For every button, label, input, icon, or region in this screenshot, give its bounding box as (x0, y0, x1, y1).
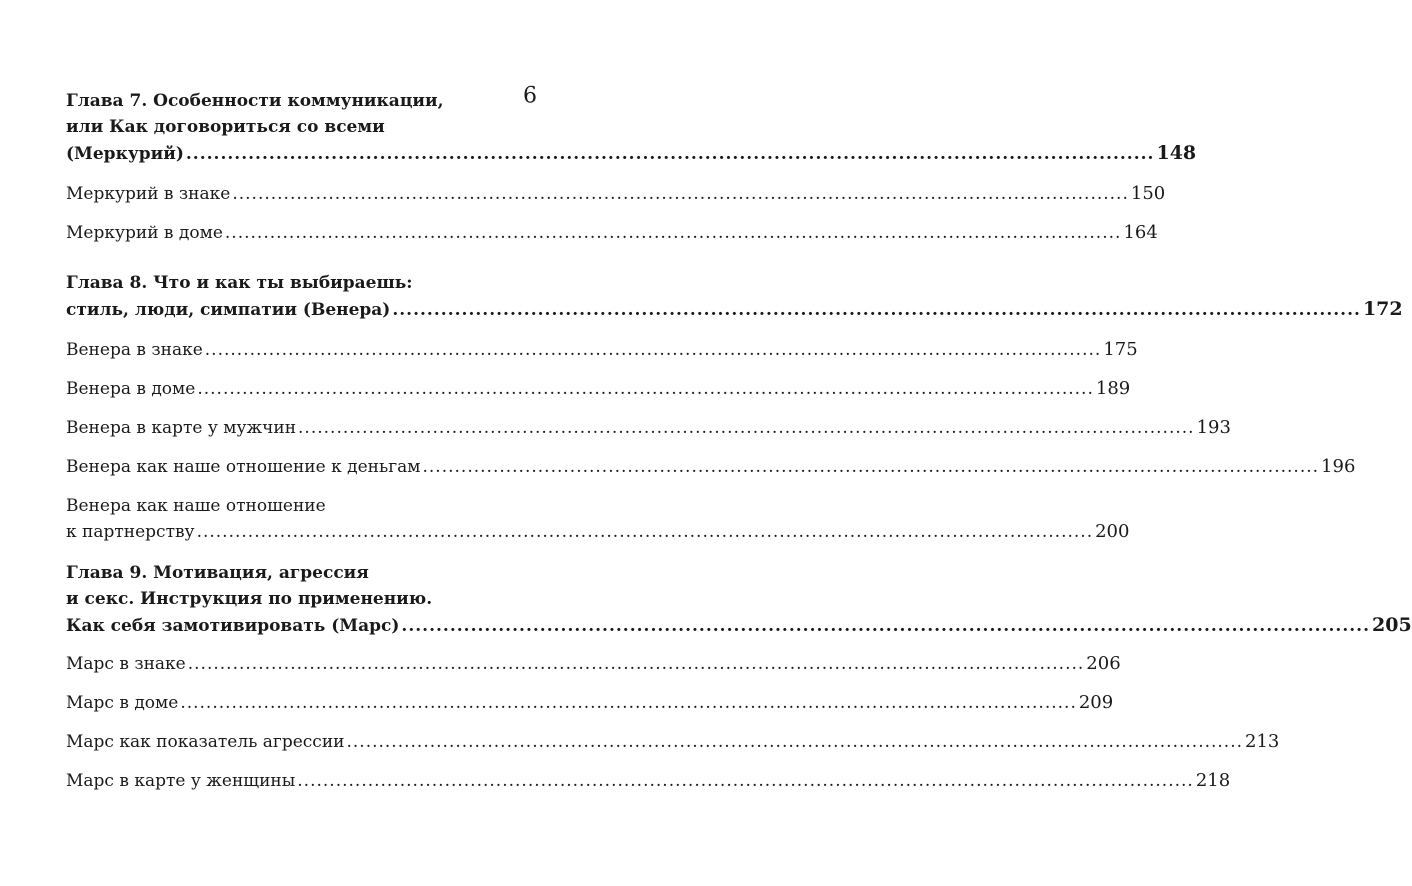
chapter-9-heading (66, 560, 1412, 639)
toc-entry (66, 376, 1131, 402)
leader-dots (180, 690, 1077, 716)
toc-entry (66, 220, 1158, 246)
toc-entry (66, 729, 1280, 755)
leader-dots (186, 141, 1155, 167)
toc-label: Меркурий в знаке (66, 184, 231, 204)
leader-dots (197, 519, 1094, 545)
toc-entry (66, 181, 1166, 207)
toc-label: Венера в знаке (66, 340, 203, 360)
toc-page: 200 (1095, 521, 1130, 542)
leader-dots (392, 297, 1361, 323)
toc-entry (66, 415, 1231, 441)
toc-line: Глава 9. Мотивация, агрессия (66, 563, 369, 583)
chapter-9-row (66, 612, 1412, 639)
toc-entry (66, 690, 1114, 716)
toc-entry (66, 493, 1130, 545)
toc-label: Меркурий в доме (66, 223, 223, 243)
toc-label: Венера в доме (66, 379, 196, 399)
toc-line: и секс. Инструкция по применению. (66, 589, 433, 609)
toc-page: 148 (1156, 142, 1197, 164)
leader-dots (401, 613, 1370, 639)
toc-line: Глава 8. Что и как ты выбираешь: (66, 273, 413, 293)
leader-dots (297, 768, 1194, 794)
toc-entry (66, 337, 1138, 363)
toc-label: стиль, люди, симпатии (Венера) (66, 300, 391, 320)
leader-dots (298, 415, 1195, 441)
leader-dots (423, 454, 1320, 480)
leader-dots (197, 376, 1094, 402)
leader-dots (346, 729, 1243, 755)
toc-page: 196 (1321, 456, 1356, 477)
page-number: 9 (523, 80, 537, 105)
toc-label: Как себя замотивировать (Марс) (66, 616, 400, 636)
toc-label: Марс в доме (66, 693, 179, 713)
toc-label: к партнерству (66, 522, 195, 542)
toc-entry (66, 454, 1356, 480)
toc-page: 172 (1362, 298, 1403, 320)
chapter-7-row (66, 140, 1196, 167)
leader-dots (188, 651, 1085, 677)
toc-entry (66, 768, 1231, 794)
toc-page: 205 (1372, 614, 1412, 636)
toc-label: Марс в карте у женщины (66, 771, 296, 791)
toc-page: 193 (1196, 417, 1231, 438)
toc-page: 209 (1078, 692, 1114, 713)
chapter-8-heading (66, 270, 1403, 323)
toc-page: 213 (1245, 731, 1280, 752)
chapter-8-row (66, 296, 1403, 323)
toc-label: Венера в карте у мужчин (66, 418, 297, 438)
leader-dots (205, 337, 1102, 363)
leader-dots (232, 181, 1129, 207)
toc-label: (Меркурий) (66, 144, 184, 164)
chapter-7-heading (66, 88, 1196, 167)
leader-dots (225, 220, 1122, 246)
toc-label: Венера как наше отношение к деньгам (66, 457, 421, 477)
toc-page: 175 (1103, 339, 1138, 360)
toc-line: Глава 7. Особенности коммуникации, (66, 91, 444, 111)
toc-line: Венера как наше отношение (66, 496, 326, 516)
toc-entry (66, 651, 1121, 677)
toc-label: Марс в знаке (66, 654, 186, 674)
toc-page: 164 (1123, 222, 1158, 243)
toc-page: 189 (1095, 378, 1131, 399)
toc-page: 206 (1086, 653, 1121, 674)
toc-label: Марс как показатель агрессии (66, 732, 345, 752)
toc-page: 218 (1195, 770, 1231, 791)
toc-line: или Как договориться со всеми (66, 117, 385, 137)
toc-page: 150 (1130, 183, 1166, 204)
